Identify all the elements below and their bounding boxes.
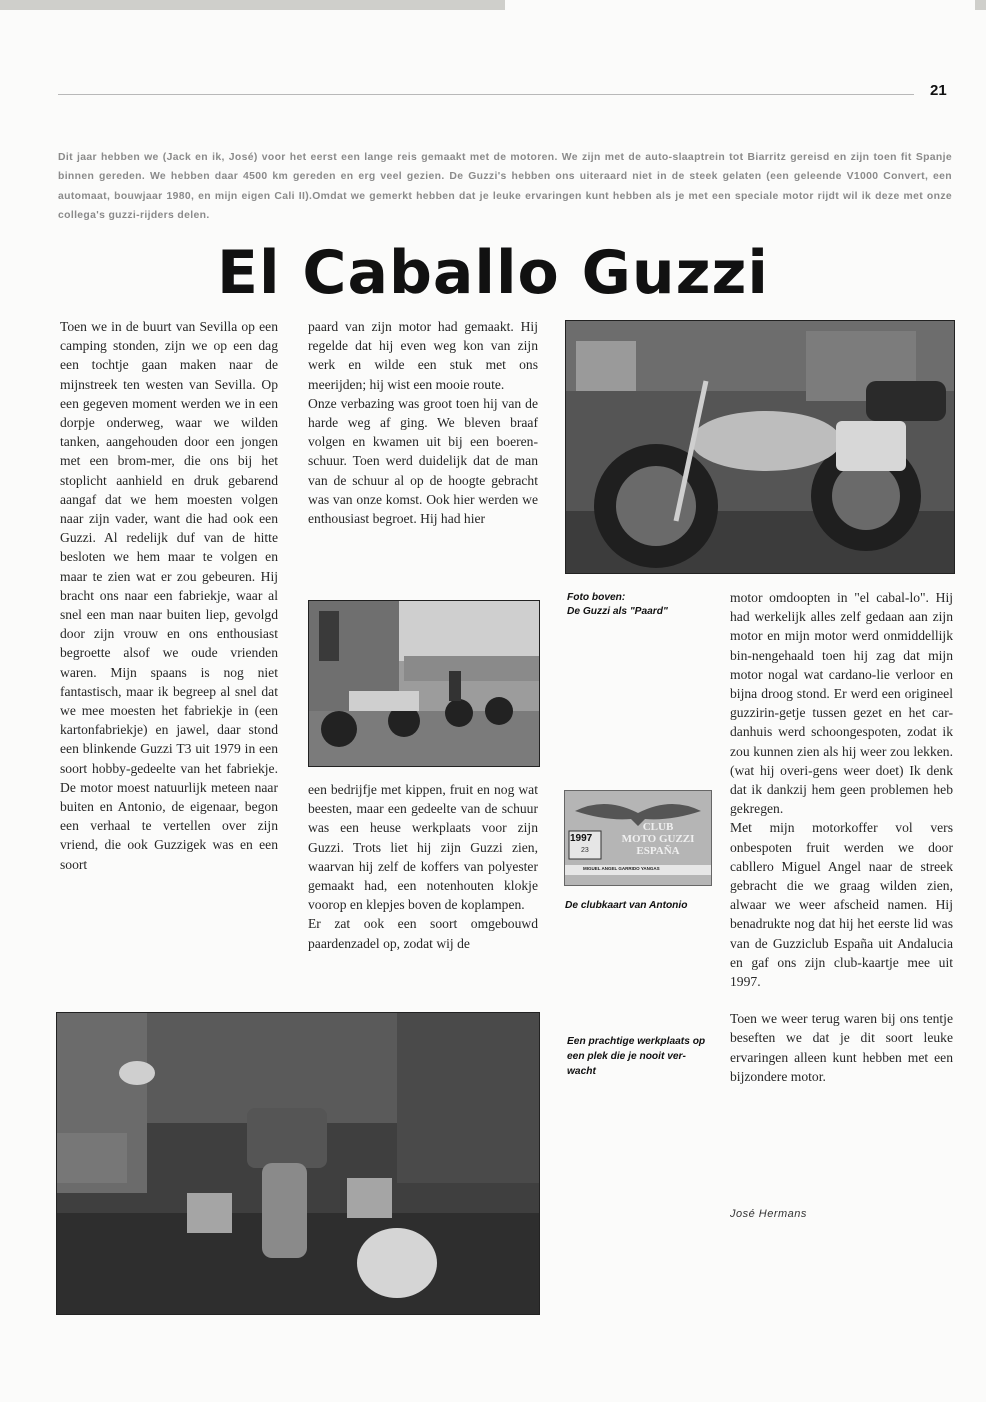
card-year: 1997 xyxy=(570,833,593,844)
article-title: El Caballo Guzzi xyxy=(216,238,769,308)
top-edge xyxy=(0,0,986,10)
col3-paragraph-1: motor omdoopten in "el cabal-lo". Hij had werkelijk alles zelf gedaan aan zijn motor en mijn motor werd onmiddellijk bin-nengehaald toen hij zag dat mijn motor nogal wat cardano-lie verloor en bijna droog stond. Er werd een origineel guzzirin-getje tussen gezet en het car-danhuis werd schoongespoten, zodat ik zou kunnen zien als hij weer zou lekken. (wat hij overi-gens weer doet) Ik denk dat ik dankzij hem geen problemen heb gekregen. xyxy=(730,590,953,817)
column-3 xyxy=(730,588,953,1086)
page-number: 21 xyxy=(930,82,947,99)
col2-paragraph-3: een bedrijfje met kippen, fruit en nog wat beesten, maar een gedeelte van de schuur was een heuse werkplaats voor zijn Guzzi. Trots liet hij zijn Guzzi zien, waarvan hij zelf de koffers van polyester gemaakt had, een notenhouten klokje voorop en klepjes boven de koplampen. xyxy=(308,782,538,913)
header-rule xyxy=(58,94,914,95)
card-member-name: MIGUEL ANGEL GARRIDO YANGAS xyxy=(583,866,660,871)
factory-yard-photo xyxy=(308,600,540,767)
col2-paragraph-2: Onze verbazing was groot toen hij van de harde weg af ging. We bleven braaf volgen en kwamen uit bij een boeren-schuur. Toen werd duidelijk dat de man van de schuur al op de hoogte gebracht was van onze komst. Ook hier werden we enthousiast begroet. Hij had hier xyxy=(308,395,538,527)
col3-paragraph-2: Met mijn motorkoffer vol vers onbespoten fruit werden we door cabllero Miguel Angel naar de streek gebracht die we graag wilden zien, alwaar we weer afscheid namen. Hij benadrukte nog dat hij het eerste lid was van de Guzziclub España uit Andalucia en gaf ons zijn club-kaartje mee uit 1997. xyxy=(730,820,953,990)
motorcycle-horse-photo xyxy=(565,320,955,574)
column-2-top xyxy=(308,317,538,528)
column-1 xyxy=(60,317,278,874)
col2-paragraph-1: paard van zijn motor had gemaakt. Hij regelde dat hij even weg kon van zijn werk en wilde een stuk met ons meerijden; hij wist een mooie route. xyxy=(308,319,538,392)
club-card-image xyxy=(564,790,712,886)
col3-paragraph-3: Toen we weer terug waren bij ons tentje beseften we dat je dit soort leuke ervaringen alleen kunt hebben met een bijzondere motor. xyxy=(730,1011,953,1084)
col2-paragraph-4: Er zat ook een soort omgebouwd paardenzadel op, zodat wij de xyxy=(308,916,538,951)
col1-text: Toen we in de buurt van Sevilla op een camping stonden, zijn we op een dag een tochtje gaan maken naar de mijnstreek ten westen van Sevilla. Op een gegeven moment werden we in een dorpje onderweg, waar we wilden tanken, aangehouden door een jongen met een brom-mer, die ons bij het stoplicht aanhield en druk gebarend aangaf dat we hem moesten volgen naar zijn vader, want die had ook een Guzzi. Al redelijk duf van de hitte besloten we hem maar te volgen en maar te zien wat er zou gebeuren. Hij bracht ons naar een fabriekje, waar al snel een man naar buiten liep, gevolgd door zijn vrouw en ons enthousiast begroette alsof we oude vrienden waren. Mijn spaans is nog niet fantastisch, maar ik begreep al snel dat we mee moesten het fabriekje in (een kartonfabriekje) en jawel, daar stond een blinkende Guzzi T3 uit 1979 in een soort hobby-gedeelte van het fabriekje. De motor moest natuurlijk meteen naar buiten en Antonio, de eigenaar, begon een verhaal te vertellen over zijn vriend, die ook Guzzigek was en een soort xyxy=(60,319,278,872)
caption-club-card: De clubkaart van Antonio xyxy=(565,900,688,911)
caption-workshop: Een prachtige werkplaats op een plek die je nooit ver-wacht xyxy=(567,1036,706,1077)
card-member-number: 23 xyxy=(581,847,589,854)
workshop-photo xyxy=(56,1012,540,1315)
card-club-name: CLUB MOTO GUZZI ESPAÑA xyxy=(621,821,695,857)
intro-paragraph: Dit jaar hebben we (Jack en ik, José) voor het eerst een lange reis gemaakt met de motoren. We zijn met de auto-slaaptrein tot Biarritz gereisd en zijn toen fit Spanje binnen gereden. We hebben daar 4500 km gereden en erg veel gezien. De Guzzi's hebben ons uiteraard niet in de steek gelaten (een geleende V1000 Convert, een automaat, bouwjaar 1980, en mijn eigen Cali II).Omdat we gemerkt hebben dat je leuke ervaringen kunt hebben als je met een speciale motor rijdt wil ik deze met onze collega's guzzi-rijders delen. xyxy=(58,152,952,221)
author-signature: José Hermans xyxy=(730,1208,807,1220)
caption-top-photo: Foto boven: De Guzzi als "Paard" xyxy=(567,592,668,617)
column-2-bottom xyxy=(308,780,538,953)
